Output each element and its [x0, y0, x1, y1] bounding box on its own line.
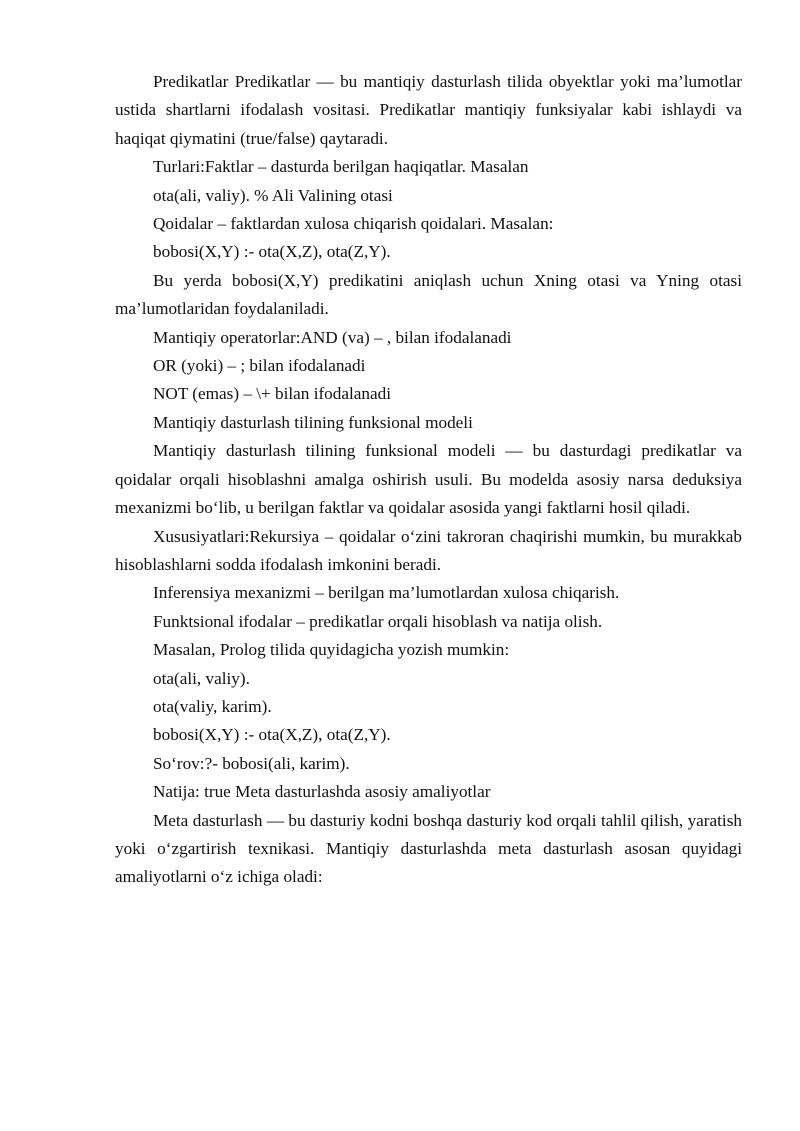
paragraph-rule-explanation: Bu yerda bobosi(X,Y) predikatini aniqlash uchun Xning otasi va Yning otasi ma’lumotlaridan foydalaniladi.	[115, 270, 742, 319]
code-fact-example: ota(ali, valiy). % Ali Valining otasi	[153, 185, 393, 205]
code-fact-2: ota(valiy, karim).	[153, 696, 272, 716]
paragraph-rules: Qoidalar – faktlardan xulosa chiqarish qoidalari. Masalan:	[153, 214, 554, 234]
paragraph-predicates-definition: Predikatlar Predikatlar — bu mantiqiy dasturlash tilida obyektlar yoki ma’lumotlar ustida shartlarni ifodalash vositasi. Predikatlar mantiqiy funksiyalar kabi ishlaydi va haqiqat qiymatini (true/false) qaytaradi.	[115, 72, 742, 148]
code-fact-1: ota(ali, valiy).	[153, 668, 250, 688]
paragraph-operator-or: OR (yoki) – ; bilan ifodalanadi	[153, 356, 366, 376]
paragraph-operator-and: Mantiqiy operatorlar:AND (va) – , bilan ifodalanadi	[153, 327, 512, 347]
paragraph-result-meta-heading: Natija: true Meta dasturlashda asosiy amaliyotlar	[153, 782, 491, 802]
paragraph-functional-expressions: Funktsional ifodalar – predikatlar orqali hisoblash va natija olish.	[153, 611, 603, 631]
paragraph-inference: Inferensiya mexanizmi – berilgan ma’lumotlardan xulosa chiqarish.	[153, 583, 620, 603]
code-rule: bobosi(X,Y) :- ota(X,Z), ota(Z,Y).	[153, 725, 391, 745]
paragraph-operator-not: NOT (emas) – \+ bilan ifodalanadi	[153, 384, 391, 404]
document-page	[115, 68, 742, 892]
paragraph-features-recursion: Xususiyatlari:Rekursiya – qoidalar o‘zini takroran chaqirishi mumkin, bu murakkab hisoblashlarni sodda ifodalash imkonini beradi.	[115, 526, 742, 574]
paragraph-functional-model: Mantiqiy dasturlash tilining funksional modeli — bu dasturdagi predikatlar va qoidalar orqali hisoblashni amalga oshirish usuli. Bu modelda asosiy narsa deduksiya mexanizmi bo‘lib, u berilgan faktlar va qoidalar asosida yangi faktlarni hosil qiladi.	[115, 441, 742, 518]
paragraph-meta-programming: Meta dasturlash — bu dasturiy kodni boshqa dasturiy kod orqali tahlil qilish, yaratish yoki o‘zgartirish texnikasi. Mantiqiy dasturlashda meta dasturlash asosan quyidagi amaliyotlarni o‘z ichiga oladi:	[115, 810, 742, 887]
paragraph-types-facts: Turlari:Faktlar – dasturda berilgan haqiqatlar. Masalan	[153, 157, 529, 177]
section-heading-functional-model: Mantiqiy dasturlash tilining funksional modeli	[153, 412, 473, 432]
paragraph-prolog-example-intro: Masalan, Prolog tilida quyidagicha yozish mumkin:	[153, 640, 510, 660]
code-rule-example: bobosi(X,Y) :- ota(X,Z), ota(Z,Y).	[153, 242, 391, 262]
code-query: So‘rov:?- bobosi(ali, karim).	[153, 753, 350, 773]
